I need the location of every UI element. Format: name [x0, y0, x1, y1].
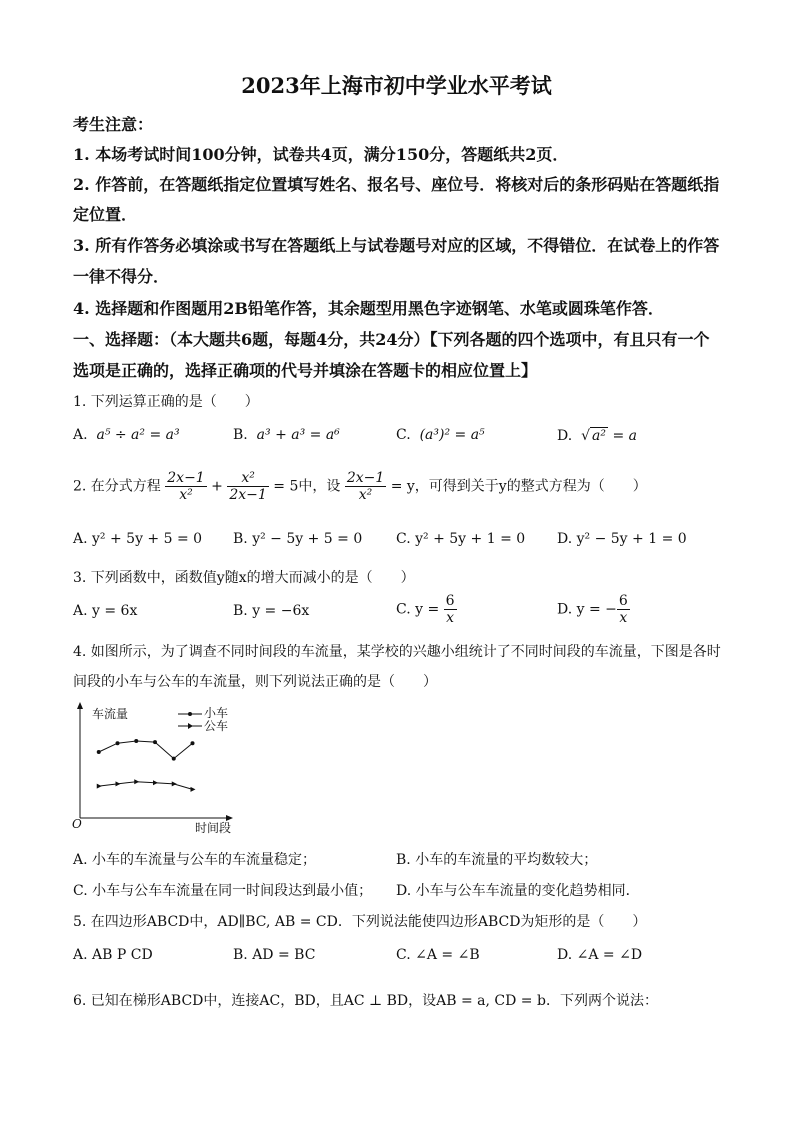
section1-heading: 一、选择题：（本大题共6题，每题4分，共24分）【下列各题的四个选项中，有且只有一个 — [73, 330, 710, 349]
data-point-car-5 — [172, 757, 176, 761]
legend-marker-car — [188, 712, 192, 716]
q2-option-d: D. y² − 5y + 1 = 0 — [557, 531, 687, 547]
notice-item-3-cont: 一律不得分． — [73, 267, 170, 286]
question-6-stem: 6. 已知在梯形ABCD中，连接AC，BD，且AC ⊥ BD，设AB = a, CD = b．下列两个说法： — [73, 993, 658, 1009]
question-4-stem-line2: 间段的小车与公车的车流量，则下列说法正确的是（ ） — [73, 674, 437, 690]
legend-label-car: 小车 — [204, 706, 229, 720]
notice-item-2-cont: 定位置． — [73, 205, 138, 224]
legend-marker-bus — [188, 723, 193, 729]
fraction-c: $\frac{2x-1}{\text{x²}}$ — [346, 470, 385, 503]
q4-option-b: B. 小车的车流量的平均数较大； — [396, 852, 598, 868]
data-point-bus-3 — [134, 779, 139, 784]
traffic-flow-chart — [70, 700, 250, 840]
data-point-bus-1 — [97, 784, 102, 789]
q5-option-a: A. AB P CD — [73, 947, 153, 963]
data-point-bus-5 — [172, 781, 177, 786]
q1-option-b: B. a³ + a³ = a⁶ — [233, 427, 340, 443]
question-5-stem: 5. 在四边形ABCD中，AD∥BC, AB = CD．下列说法能使四边形ABCD为矩形的是（ ） — [73, 914, 647, 930]
fraction-b: $\frac{\text{x²}}{2x-1}$ — [229, 470, 267, 503]
data-point-car-4 — [153, 740, 157, 744]
page-title: 2023年上海市初中学业水平考试 — [241, 73, 552, 98]
notice-item-3: 3. 所有作答务必填涂或书写在答题纸上与试卷题号对应的区域，不得错位．在试卷上的作答 — [73, 236, 720, 255]
data-point-bus-6 — [191, 787, 196, 792]
q2-option-a: A. y² + 5y + 5 = 0 — [73, 531, 203, 547]
q5-option-c: C. ∠A = ∠B — [396, 947, 480, 963]
question-3-stem: 3. 下列函数中，函数值y随x的增大而减小的是（ ） — [73, 570, 415, 586]
q3-option-d: D. y = − $\frac{6}{x}$ — [557, 593, 628, 626]
notice-heading: 考生注意： — [73, 115, 154, 134]
q3-option-c: C. y = $\frac{6}{x}$ — [396, 593, 455, 626]
q2-option-b: B. y² − 5y + 5 = 0 — [233, 531, 363, 547]
series-line-car — [99, 741, 193, 759]
q2-option-c: C. y² + 5y + 1 = 0 — [396, 531, 526, 547]
question-1-stem: 1. 下列运算正确的是（ ） — [73, 394, 259, 410]
data-point-car-1 — [97, 750, 101, 754]
legend-label-bus: 公车 — [204, 719, 229, 733]
notice-item-4: 4. 选择题和作图题用2B铅笔作答，其余题型用黑色字迹钢笔、水笔或圆珠笔作答． — [73, 299, 664, 318]
q1-option-d: D. √ a² = a — [557, 428, 637, 444]
x-axis-label: 时间段 — [195, 821, 232, 835]
y-axis-label: 车流量 — [92, 707, 129, 721]
q3-option-b: B. y = −6x — [233, 603, 310, 619]
section1-heading-cont: 选项是正确的，选择正确项的代号并填涂在答题卡的相应位置上】 — [73, 361, 538, 380]
y-axis-arrow — [77, 702, 83, 709]
q5-option-b: B. AD = BC — [233, 947, 316, 963]
q5-option-d: D. ∠A = ∠D — [557, 947, 643, 963]
data-point-bus-2 — [116, 781, 121, 786]
plot-area — [97, 739, 196, 792]
data-point-bus-4 — [153, 780, 158, 785]
q1-option-c: C. (a³)² = a⁵ — [396, 427, 485, 443]
q4-option-d: D. 小车与公车车流量的变化趋势相同． — [396, 883, 640, 899]
fraction-a: $\frac{2x-1}{\text{x²}}$ — [167, 470, 205, 503]
question-2-stem: 2. 在分式方程 $\frac{2x-1}{\text{x²}}$ + $\frac{\text{x²}}{2x-1}$ = 5中，设 $\frac{2x-1}{\text{x²}}$ = y，可得到关于y的整式方程为（ ） — [73, 470, 647, 503]
series-line-bus — [99, 782, 193, 790]
data-point-car-6 — [191, 741, 195, 745]
origin-label: O — [72, 817, 82, 831]
q3-option-a: A. y = 6x — [73, 603, 138, 619]
notice-item-1: 1. 本场考试时间100分钟，试卷共4页，满分150分，答题纸共2页． — [73, 145, 569, 164]
data-point-car-3 — [134, 739, 138, 743]
data-point-car-2 — [116, 741, 120, 745]
q4-option-a: A. 小车的车流量与公车的车流量稳定； — [73, 852, 317, 868]
question-4-stem-line1: 4. 如图所示，为了调查不同时间段的车流量，某学校的兴趣小组统计了不同时间段的车流量，下图是各时 — [73, 644, 721, 660]
q4-option-c: C. 小车与公车车流量在同一时间段达到最小值； — [73, 883, 373, 899]
q1-option-a: A. a⁵ ÷ a² = a³ — [73, 427, 180, 443]
notice-item-2: 2. 作答前，在答题纸指定位置填写姓名、报名号、座位号．将核对后的条形码贴在答题纸指 — [73, 175, 720, 194]
